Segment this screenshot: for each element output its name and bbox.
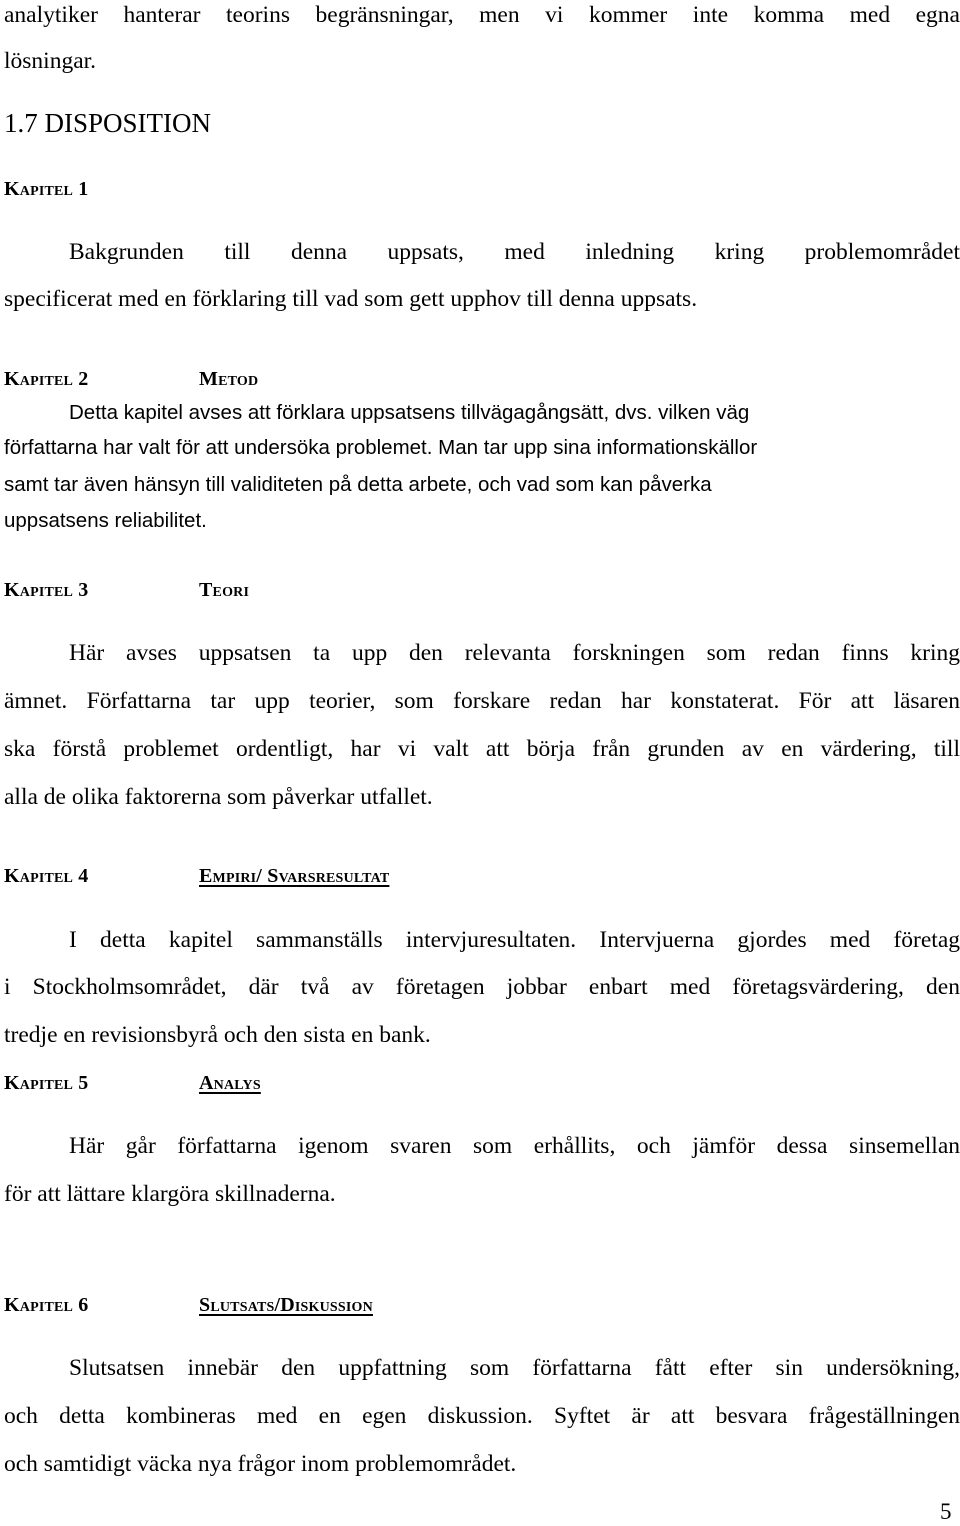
chapter-5-title: Analys (199, 1072, 261, 1094)
chapter-1-line-2: specificerat med en förklaring till vad som gett upphov till denna uppsats. (4, 286, 698, 312)
chapter-2-title: Metod (199, 368, 259, 390)
chapter-3-line-2: ämnet. Författarna tar upp teorier, som forskare redan har konstaterat. För att läsaren (4, 688, 960, 714)
chapter-4-line-3: tredje en revisionsbyrå och den sista en bank. (4, 1022, 431, 1048)
chapter-4-label: Kapitel 4 (4, 865, 89, 887)
chapter-6-line-3: och samtidigt väcka nya frågor inom problemområdet. (4, 1451, 517, 1477)
chapter-4-line-2: i Stockholmsområdet, där två av företagen jobbar enbart med företagsvärdering, den (4, 974, 960, 1000)
chapter-3-line-1: Här avses uppsatsen ta upp den relevanta forskningen som redan finns kring (69, 640, 960, 666)
chapter-4-title: Empiri/ Svarsresultat (199, 865, 390, 887)
section-title: 1.7 DISPOSITION (4, 108, 212, 138)
chapter-1-label: Kapitel 1 (4, 178, 89, 200)
chapter-3-label: Kapitel 3 (4, 579, 89, 601)
chapter-2-label: Kapitel 2 (4, 368, 89, 390)
chapter-3-line-4: alla de olika faktorerna som påverkar utfallet. (4, 784, 433, 810)
chapter-1-line-1: Bakgrunden till denna uppsats, med inledning kring problemområdet (69, 239, 960, 265)
chapter-2-line-3: samt tar även hänsyn till validiteten på detta arbete, och vad som kan påverka (4, 473, 712, 496)
chapter-3-title: Teori (199, 579, 250, 601)
intro-line-1: analytiker hanterar teorins begränsningar, men vi kommer inte komma med egna (4, 2, 960, 28)
page-number: 5 (940, 1499, 952, 1524)
chapter-4-line-1: I detta kapitel sammanställs intervjuresultaten. Intervjuerna gjordes med företag (69, 927, 960, 953)
intro-line-2: lösningar. (4, 48, 97, 74)
chapter-3-line-3: ska förstå problemet ordentligt, har vi valt att börja från grunden av en värdering, till (4, 736, 960, 762)
chapter-6-line-2: och detta kombineras med en egen diskussion. Syftet är att besvara frågeställningen (4, 1403, 960, 1429)
chapter-5-line-2: för att lättare klargöra skillnaderna. (4, 1181, 336, 1207)
chapter-6-title: Slutsats/Diskussion (199, 1294, 373, 1316)
chapter-2-line-2: författarna har valt för att undersöka problemet. Man tar upp sina informationskällor (4, 436, 758, 459)
chapter-2-line-1: Detta kapitel avses att förklara uppsatsens tillvägagångsätt, dvs. vilken väg (69, 401, 750, 424)
chapter-2-line-4: uppsatsens reliabilitet. (4, 509, 207, 532)
chapter-5-label: Kapitel 5 (4, 1072, 89, 1094)
chapter-6-label: Kapitel 6 (4, 1294, 89, 1316)
chapter-6-line-1: Slutsatsen innebär den uppfattning som författarna fått efter sin undersökning, (69, 1355, 960, 1381)
chapter-5-line-1: Här går författarna igenom svaren som erhållits, och jämför dessa sinsemellan (69, 1133, 960, 1159)
